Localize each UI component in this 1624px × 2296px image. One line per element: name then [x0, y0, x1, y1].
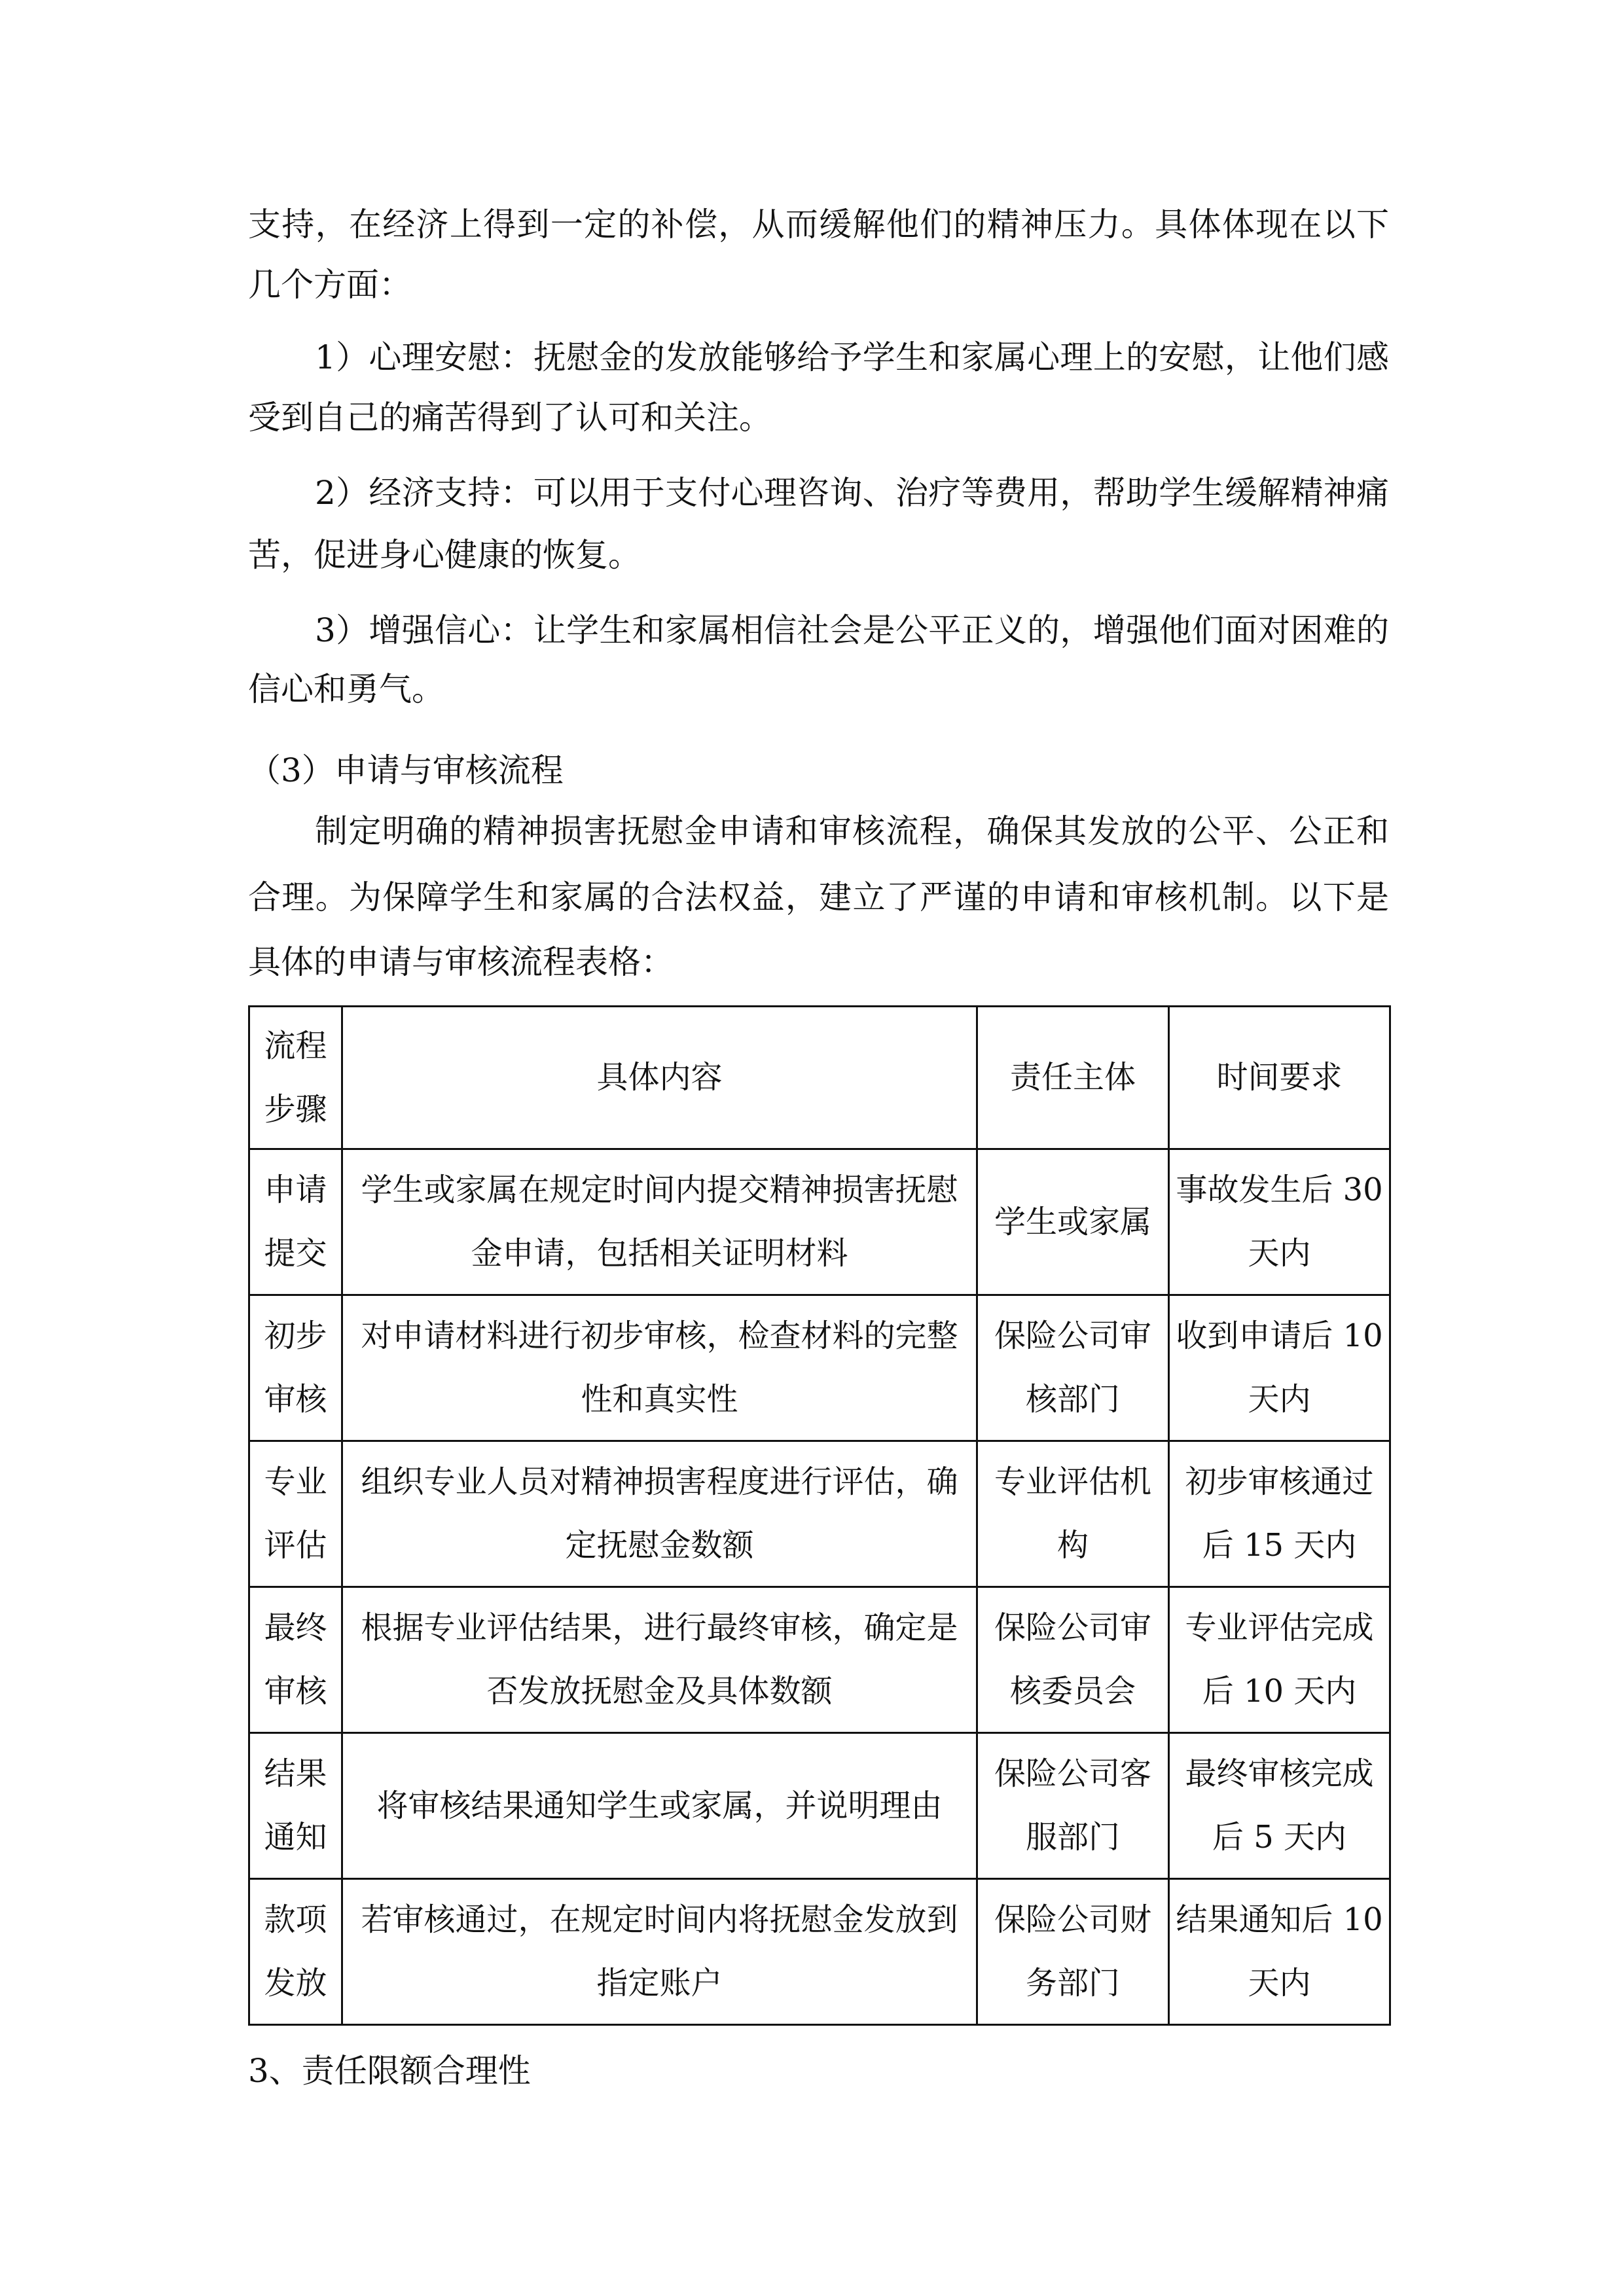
text-line: 受到自己的痛苦得到了认可和关注。 [248, 399, 772, 437]
cell-time [1169, 1149, 1390, 1295]
cell-text: 天内 [1248, 1381, 1311, 1418]
cell-text: 结果 [264, 1755, 327, 1792]
section-heading: （3）申请与审核流程 [248, 751, 564, 789]
cell-text: 款项 [264, 1901, 327, 1938]
cell-time [1169, 1007, 1390, 1149]
cell-content [342, 1879, 977, 2025]
cell-text: 流程 [264, 1027, 327, 1064]
table-header-row [249, 1007, 1390, 1149]
table-row [249, 1295, 1390, 1441]
cell-step [249, 1007, 342, 1149]
cell-text: 专业 [264, 1463, 327, 1500]
cell-text: 专业评估完成 [1185, 1609, 1374, 1646]
cell-responsible [977, 1295, 1169, 1441]
text-line: 支持，在经济上得到一定的补偿，从而缓解他们的精神压力。具体体现在以下 [248, 206, 1389, 243]
cell-text: 金申请，包括相关证明材料 [471, 1235, 848, 1272]
cell-text: 天内 [1248, 1965, 1311, 2001]
table-row [249, 1879, 1390, 2025]
cell-text: 初步 [264, 1318, 327, 1354]
cell-text: 对申请材料进行初步审核，检查材料的完整 [361, 1318, 958, 1354]
text-line: 制定明确的精神损害抚慰金申请和审核流程，确保其发放的公平、公正和 [315, 812, 1389, 850]
cell-content [342, 1007, 977, 1149]
text-line: 3）增强信心：让学生和家属相信社会是公平正义的，增强他们面对困难的 [315, 611, 1389, 649]
text-line: 1）心理安慰：抚慰金的发放能够给予学生和家属心理上的安慰，让他们感 [315, 338, 1389, 376]
cell-text: 指定账户 [596, 1965, 723, 2001]
cell-text: 否发放抚慰金及具体数额 [486, 1673, 833, 1710]
text-line: 苦，促进身心健康的恢复。 [248, 536, 641, 574]
cell-text: 学生或家属 [994, 1203, 1151, 1240]
cell-text: 时间要求 [1216, 1059, 1343, 1096]
cell-text: 初步审核通过 [1185, 1463, 1374, 1500]
cell-text: 组织专业人员对精神损害程度进行评估，确 [361, 1463, 958, 1500]
table-row [249, 1587, 1390, 1733]
cell-responsible [977, 1587, 1169, 1733]
cell-text: 天内 [1248, 1235, 1311, 1272]
cell-text: 构 [1056, 1527, 1089, 1564]
cell-text: 申请 [264, 1172, 327, 1208]
cell-text: 评估 [264, 1527, 327, 1564]
cell-text: 后 10 天内 [1202, 1673, 1357, 1710]
cell-responsible [977, 1149, 1169, 1295]
cell-responsible [977, 1733, 1169, 1879]
cell-text: 若审核通过，在规定时间内将抚慰金发放到 [361, 1901, 958, 1938]
cell-text: 具体内容 [596, 1059, 723, 1096]
cell-responsible [977, 1007, 1169, 1149]
cell-text: 定抚慰金数额 [565, 1527, 754, 1564]
cell-responsible [977, 1441, 1169, 1587]
cell-text: 收到申请后 10 [1176, 1318, 1383, 1354]
cell-text: 审核 [264, 1381, 327, 1418]
cell-step [249, 1587, 342, 1733]
table-row [249, 1441, 1390, 1587]
cell-text: 审核 [264, 1673, 327, 1710]
cell-text: 保险公司客 [994, 1755, 1151, 1792]
text-line: 2）经济支持：可以用于支付心理咨询、治疗等费用，帮助学生缓解精神痛 [315, 474, 1389, 512]
table-row [249, 1149, 1390, 1295]
cell-content [342, 1295, 977, 1441]
cell-text: 核部门 [1025, 1381, 1120, 1418]
cell-text: 性和真实性 [581, 1381, 738, 1418]
cell-text: 将审核结果通知学生或家属，并说明理由 [376, 1787, 943, 1824]
cell-content [342, 1149, 977, 1295]
cell-text: 发放 [264, 1965, 327, 2001]
cell-text: 结果通知后 10 [1176, 1901, 1383, 1938]
cell-text: 保险公司审 [994, 1318, 1151, 1354]
text-line: 具体的申请与审核流程表格： [248, 943, 674, 981]
cell-step [249, 1295, 342, 1441]
cell-step [249, 1733, 342, 1879]
cell-text: 核委员会 [1009, 1673, 1136, 1710]
cell-text: 学生或家属在规定时间内提交精神损害抚慰 [361, 1172, 958, 1208]
text-line: 几个方面： [248, 266, 412, 304]
cell-text: 后 15 天内 [1202, 1527, 1357, 1564]
cell-text: 服部门 [1025, 1819, 1120, 1856]
section-heading: 3、责任限额合理性 [248, 2052, 531, 2090]
cell-text: 根据专业评估结果，进行最终审核，确定是 [361, 1609, 958, 1646]
cell-responsible [977, 1879, 1169, 2025]
cell-content [342, 1441, 977, 1587]
cell-text: 最终 [264, 1609, 327, 1646]
cell-step [249, 1149, 342, 1295]
cell-text: 保险公司财 [994, 1901, 1151, 1938]
cell-text: 责任主体 [1009, 1059, 1136, 1096]
cell-time [1169, 1441, 1390, 1587]
cell-content [342, 1587, 977, 1733]
cell-text: 保险公司审 [994, 1609, 1151, 1646]
cell-text: 后 5 天内 [1212, 1819, 1347, 1856]
table-row [249, 1733, 1390, 1879]
text-line: 信心和勇气。 [248, 670, 444, 708]
cell-time [1169, 1295, 1390, 1441]
text-line: 合理。为保障学生和家属的合法权益，建立了严谨的申请和审核机制。以下是 [248, 878, 1389, 916]
cell-text: 专业评估机 [994, 1463, 1151, 1500]
cell-content [342, 1733, 977, 1879]
cell-time [1169, 1587, 1390, 1733]
cell-step [249, 1441, 342, 1587]
cell-text: 务部门 [1025, 1965, 1120, 2001]
cell-text: 提交 [264, 1235, 327, 1272]
cell-text: 步骤 [264, 1090, 327, 1128]
cell-text: 通知 [264, 1819, 327, 1856]
cell-time [1169, 1733, 1390, 1879]
cell-text: 事故发生后 30 [1176, 1172, 1383, 1208]
cell-text: 最终审核完成 [1185, 1755, 1374, 1792]
cell-time [1169, 1879, 1390, 2025]
process-table [248, 1005, 1391, 2026]
cell-step [249, 1879, 342, 2025]
